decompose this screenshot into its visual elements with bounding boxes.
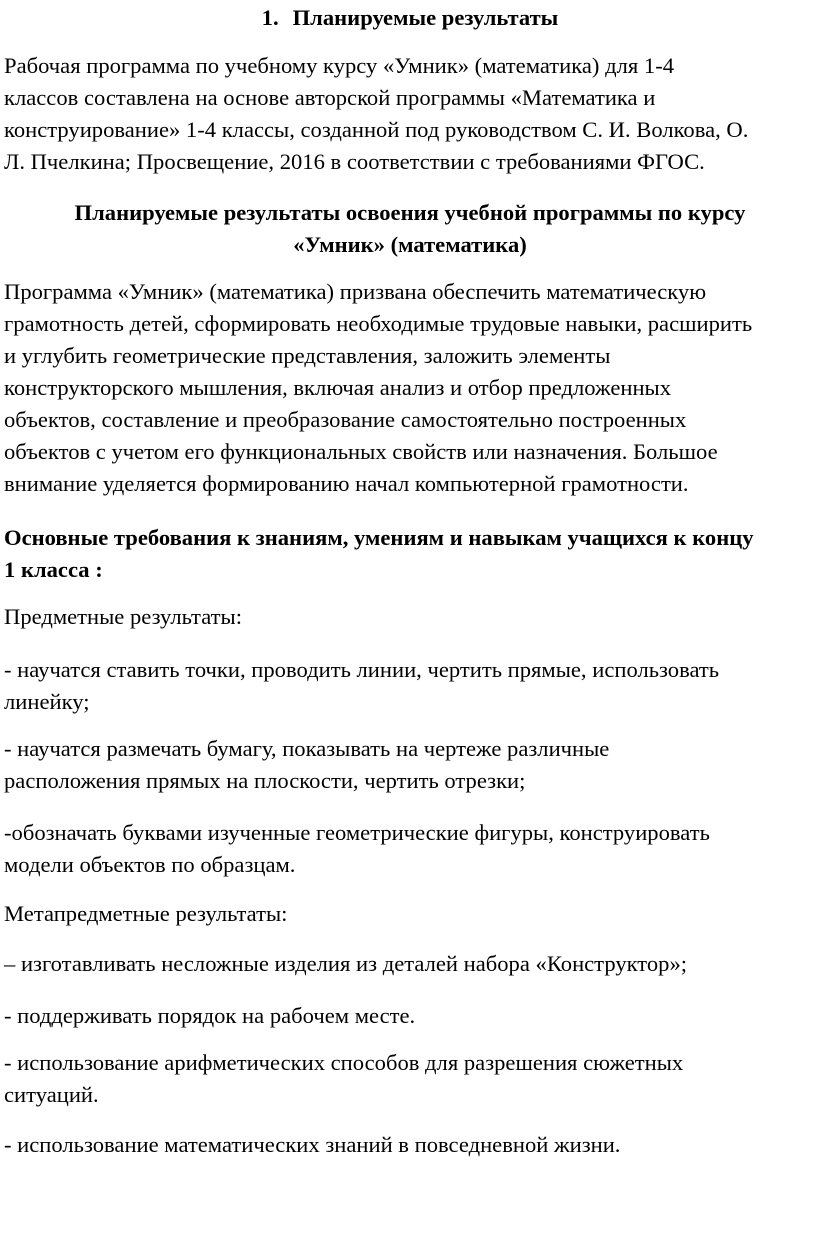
subheading-line: «Умник» (математика) xyxy=(293,232,527,257)
program-line: Программа «Умник» (математика) призвана обеспечить математическую xyxy=(4,279,707,304)
program-line: конструкторского мышления, включая анализ и отбор предложенных xyxy=(4,375,672,400)
intro-line: Рабочая программа по учебному курсу «Умник» (математика) для 1-4 xyxy=(4,53,675,78)
list-item: -обозначать буквами изученные геометрические фигуры, конструировать модели объектов по образцам. xyxy=(4,820,710,877)
intro-line: классов составлена на основе авторской программы «Математика и xyxy=(4,85,656,110)
list-item: - научатся ставить точки, проводить линии, чертить прямые, использовать линейку; xyxy=(4,657,720,714)
list-item: - научатся размечать бумагу, показывать на чертеже различные расположения прямых на плоскости, чертить отрезки; xyxy=(4,736,610,793)
requirements-line: Основные требования к знаниям, умениям и навыкам учащихся к концу xyxy=(4,525,754,550)
program-line: объектов с учетом его функциональных свойств или назначения. Большое xyxy=(4,439,718,464)
section-heading xyxy=(4,2,816,34)
list-item: - использование математических знаний в повседневной жизни. xyxy=(4,1132,621,1157)
intro-line: Л. Пчелкина; Просвещение, 2016 в соответствии с требованиями ФГОС. xyxy=(4,149,705,174)
intro-paragraph xyxy=(4,50,816,178)
results-subheading xyxy=(4,197,816,261)
meta-results-label: Метапредметные результаты: xyxy=(4,901,288,926)
list-item: - использование арифметических способов для разрешения сюжетных ситуаций. xyxy=(4,1050,684,1107)
subheading-line: Планируемые результаты освоения учебной программы по курсу xyxy=(74,200,746,225)
requirements-line: 1 класса : xyxy=(4,557,103,582)
program-line: внимание уделяется формированию начал компьютерной грамотности. xyxy=(4,471,689,496)
intro-line: конструирование» 1-4 классы, созданной под руководством С. И. Волкова, О. xyxy=(4,117,749,142)
list-item: – изготавливать несложные изделия из деталей набора «Конструктор»; xyxy=(4,951,688,976)
program-line: грамотность детей, сформировать необходимые трудовые навыки, расширить xyxy=(4,311,753,336)
section-number: 1. xyxy=(261,5,279,30)
program-paragraph xyxy=(4,276,816,500)
section-title: Планируемые результаты xyxy=(292,5,559,30)
list-item: - поддерживать порядок на рабочем месте. xyxy=(4,1003,416,1028)
requirements-heading xyxy=(4,522,816,586)
program-line: объектов, составление и преобразование самостоятельно построенных xyxy=(4,407,687,432)
subject-results-label: Предметные результаты: xyxy=(4,604,242,629)
program-line: и углубить геометрические представления, заложить элементы xyxy=(4,343,611,368)
